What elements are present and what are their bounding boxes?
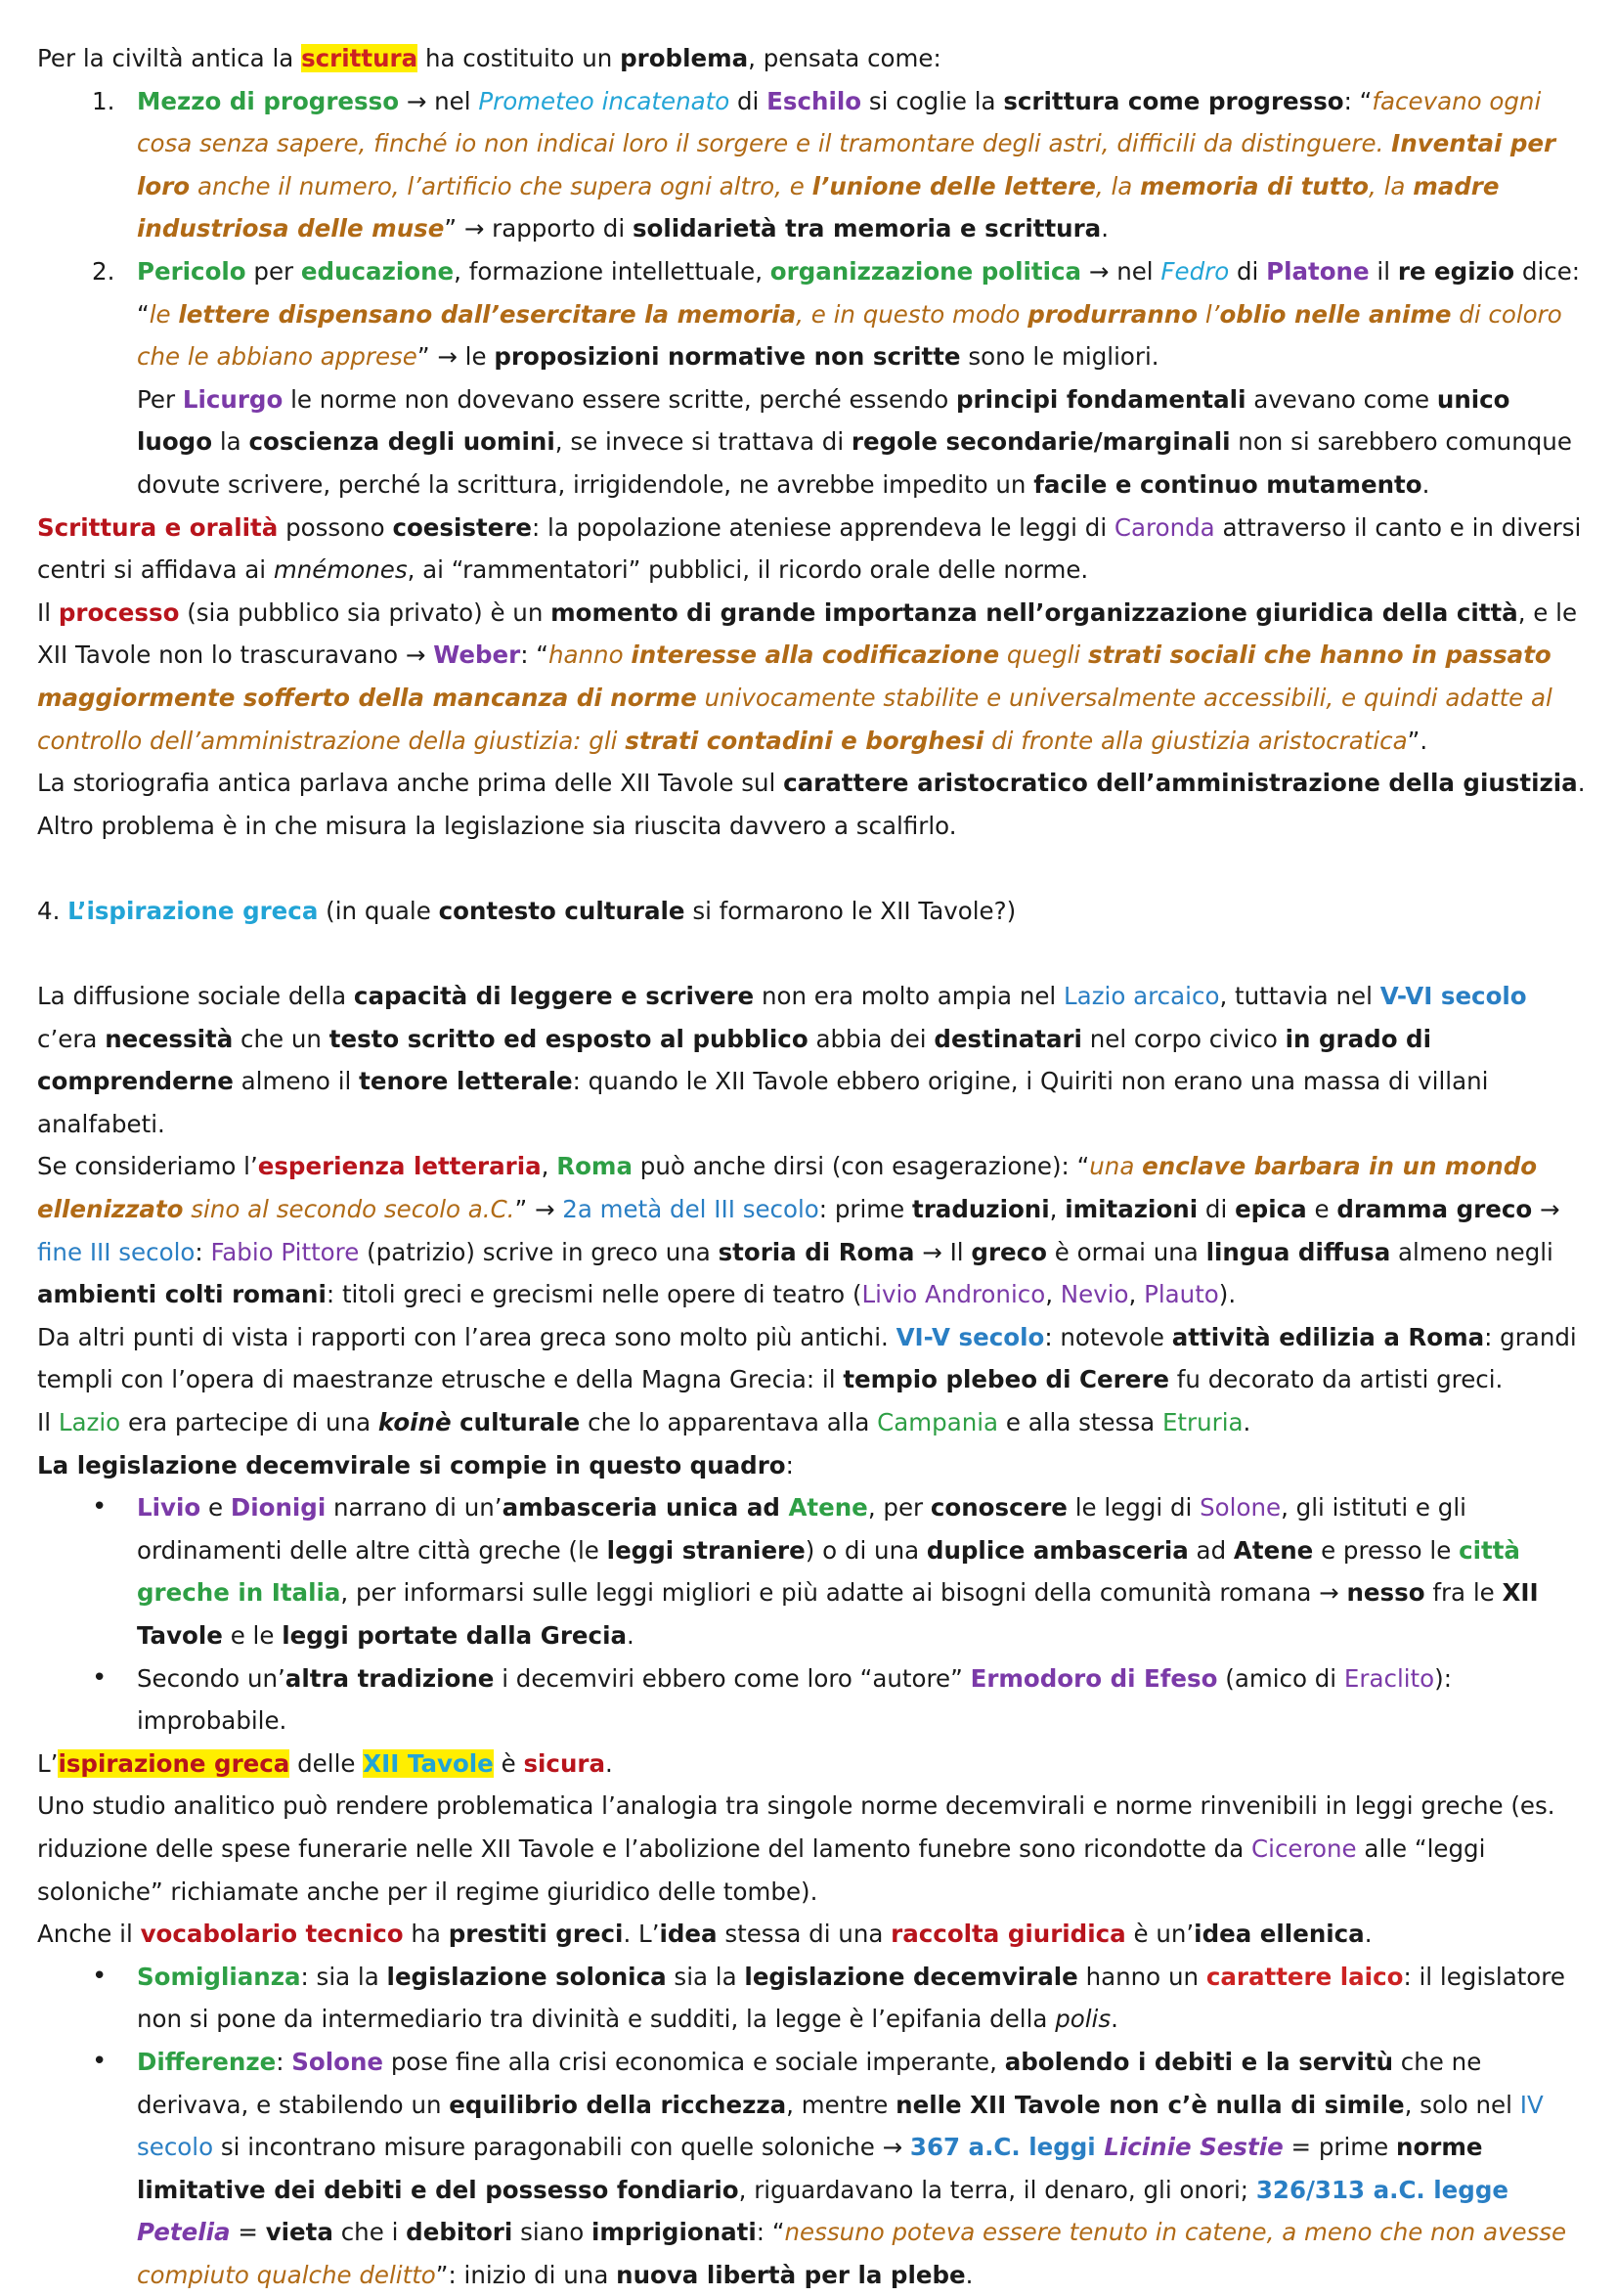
highlight-scrittura: scrittura xyxy=(301,44,418,72)
highlight-ispirazione-greca: ispirazione greca xyxy=(58,1748,290,1778)
paragraph-rapporti-greci: Da altri punti di vista i rapporti con l’area greca sono molto più antichi. VI-V secolo: notevole attività edilizia a Roma: grandi templi con l’opera di maestranze etrusche e della Magna Grecia: il tempio plebeo di Cerere fu decorato da artisti greci. xyxy=(37,1322,1577,1394)
blank-line xyxy=(37,932,1592,975)
section-heading-4: 4. L’ispirazione greca (in quale contesto culturale si formarono le XII Tavole?) xyxy=(37,896,1017,925)
list-item-ermodoro: • Secondo un’altra tradizione i decemviri ebbero come loro “autore” Ermodoro di Efeso (amico di Eraclito): improbabile. xyxy=(137,1657,1592,1743)
paragraph-lazio: Il Lazio era partecipe di una koinè culturale che lo apparentava alla Campania e alla stessa Etruria. xyxy=(37,1408,1251,1436)
highlight-xii-tavole: XII Tavole xyxy=(363,1748,494,1778)
list-item-livio-dionigi: • Livio e Dionigi narrano di un’ambasceria unica ad Atene, per conoscere le leggi di Solone, gli istituti e gli ordinamenti delle altre città greche (le leggi straniere) o di una duplice ambasceria ad Atene e presso le città greche in Italia, per informarsi sulle leggi migliori e più adatte ai bisogni della comunità romana → nesso fra le XII Tavole e le leggi portate dalla Grecia. xyxy=(137,1486,1592,1656)
paragraph-legislazione: La legislazione decemvirale si compie in questo quadro: xyxy=(37,1450,794,1479)
numbered-list xyxy=(37,80,1592,507)
list-item-differenze: • Differenze: Solone pose fine alla crisi economica e sociale imperante, abolendo i debiti e la servitù che ne derivava, e stabilendo un equilibrio della ricchezza, mentre nelle XII Tavole non c’è nulla di simile, solo nel IV secolo si incontrano misure paragonabili con quelle soloniche → 367 a.C. leggi Licinie Sestie = prime norme limitative dei debiti e del possesso fondiario, riguardavano la terra, il denaro, gli onori; 326/313 a.C. legge Petelia = vieta che i debitori siano imprigionati: “nessuno poteva essere tenuto in catene, a meno che non avesse compiuto qualche delitto”: inizio di una nuova libertà per la plebe. xyxy=(137,2041,1592,2296)
list-item-somiglianza: • Somiglianza: sia la legislazione solonica sia la legislazione decemvirale hanno un carattere laico: il legislatore non si pone da intermediario tra divinità e sudditi, la legge è l’epifania della polis. xyxy=(137,1956,1592,2041)
paragraph-intro: Per la civiltà antica la scrittura ha costituito un problema, pensata come: xyxy=(37,44,941,72)
blank-line xyxy=(37,847,1592,890)
paragraph-storiografia: La storiografia antica parlava anche prima delle XII Tavole sul carattere aristocratico dell’amministrazione della giustizia. xyxy=(37,769,1586,798)
list-item-licurgo: Per Licurgo le norme non dovevano essere scritte, perché essendo principi fondamentali avevano come unico luogo la coscienza degli uomini, se invece si trattava di regole secondarie/marginali non si sarebbero comunque dovute scrivere, perché la scrittura, irrigidendole, ne avrebbe impedito un facile e continuo mutamento. xyxy=(137,384,1572,499)
paragraph-altro-problema: Altro problema è in che misura la legislazione sia riuscita davvero a scalfirlo. xyxy=(37,811,957,840)
list-item-progresso: 1. Mezzo di progresso → nel Prometeo incatenato di Eschilo si coglie la scrittura come progresso: “facevano ogni cosa senza sapere, finché io non indicai loro il sorgere e il tramontare degli astri, difficili da distinguere. Inventai per loro anche il numero, l’artificio che supera ogni altro, e l’unione delle lettere, la memoria di tutto, la madre industriosa delle muse” → rapporto di solidarietà tra memoria e scrittura. xyxy=(92,86,1556,243)
paragraph-oralita: Scrittura e oralità possono coesistere: la popolazione ateniese apprendeva le leggi di Caronda attraverso il canto e in diversi centri si affidava ai mnémones, ai “rammentatori” pubblici, il ricordo orale delle norme. xyxy=(37,512,1582,585)
paragraph-diffusione: La diffusione sociale della capacità di leggere e scrivere non era molto ampia nel Lazio arcaico, tuttavia nel V-VI secolo c’era necessità che un testo scritto ed esposto al pubblico abbia dei destinatari nel corpo civico in grado di comprenderne almeno il tenore letterale: quando le XII Tavole ebbero origine, i Quiriti non erano una massa di villani analfabeti. xyxy=(37,982,1527,1138)
paragraph-vocabolario: Anche il vocabolario tecnico ha prestiti greci. L’idea stessa di una raccolta giuridica è un’idea ellenica. xyxy=(37,1920,1373,1949)
list-item-pericolo: 2. Pericolo per educazione, formazione intellettuale, organizzazione politica → nel Fedro di Platone il re egizio dice: “le lettere dispensano dall’esercitare la memoria, e in questo modo produrranno l’oblio nelle anime di coloro che le abbiano apprese” → le proposizioni normative non scritte sono le migliori. Per Licurgo le norme non dovevano essere scritte, perché essendo principi fondamentali avevano come unico luogo la coscienza degli uomini, se invece si trattava di regole secondarie/marginali non si sarebbero comunque dovute scrivere, perché la scrittura, irrigidendole, ne avrebbe impedito un facile e continuo mutamento. xyxy=(137,250,1592,507)
paragraph-processo: Il processo (sia pubblico sia privato) è un momento di grande importanza nell’organizzazione giuridica della città, e le XII Tavole non lo trascuravano → Weber: “hanno interesse alla codificazione quegli strati sociali che hanno in passato maggiormente sofferto della mancanza di norme univocamente stabilite e universalmente accessibili, e quindi adatte al controllo dell’amministrazione della giustizia: gli strati contadini e borghesi di fronte alla giustizia aristocratica”. xyxy=(37,597,1578,755)
paragraph-studio-analitico: Uno studio analitico può rendere problematica l’analogia tra singole norme decemvirali e norme rinvenibili in leggi greche (es. riduzione delle spese funerarie nelle XII Tavole e l’abolizione del lamento funebre sono ricondotte da Cicerone alle “leggi soloniche” richiamate anche per il regime giuridico delle tombe). xyxy=(37,1791,1555,1906)
paragraph-ispirazione-sicura: L’ispirazione greca delle XII Tavole è sicura. xyxy=(37,1748,613,1778)
bullet-list-confronto xyxy=(37,1956,1592,2296)
document-page xyxy=(37,37,1592,2296)
paragraph-esperienza-letteraria: Se consideriamo l’esperienza letteraria, Roma può anche dirsi (con esagerazione): “una enclave barbara in un mondo ellenizzato sino al secondo secolo a.C.” → 2a metà del III secolo: prime traduzioni, imitazioni di epica e dramma greco → fine III secolo: Fabio Pittore (patrizio) scrive in greco una storia di Roma → Il greco è ormai una lingua diffusa almeno negli ambienti colti romani: titoli greci e grecismi nelle opere di teatro (Livio Andronico, Nevio, Plauto). xyxy=(37,1152,1560,1309)
bullet-list-ambasceria xyxy=(37,1486,1592,1743)
